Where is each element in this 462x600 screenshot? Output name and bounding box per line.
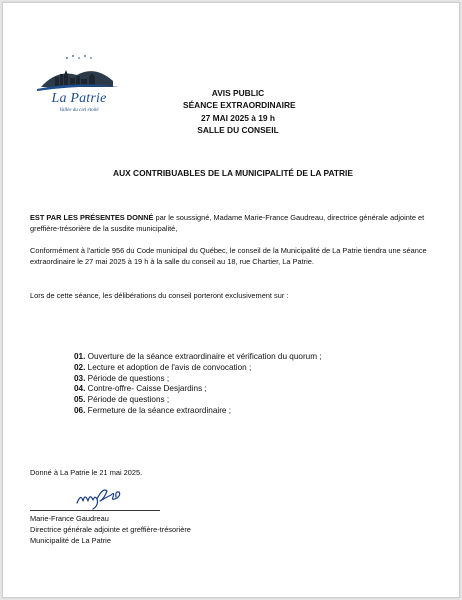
agenda-item-text: Période de questions ;	[85, 395, 170, 405]
agenda-item-number: 04.	[74, 384, 86, 394]
agenda-item-number: 06.	[74, 405, 86, 415]
agenda-item	[74, 395, 322, 406]
agenda-item-number: 01.	[74, 352, 86, 361]
header-line-date: 27 MAI 2025 à 19 h	[200, 112, 276, 123]
agenda-item-number: 05.	[74, 395, 86, 405]
notice-subject: AUX CONTRIBUABLES DE LA MUNICIPALITÉ DE LA PATRIE	[113, 168, 353, 178]
agenda-item	[74, 384, 322, 395]
logo-name: La Patrie	[51, 91, 107, 106]
agenda-item-number: 03.	[74, 373, 86, 383]
agenda-item	[74, 374, 322, 385]
signature-line	[30, 510, 160, 511]
intro-paragraph	[30, 212, 430, 234]
agenda-item-number: 02.	[74, 362, 86, 372]
header-line-venue: SALLE DU CONSEIL	[197, 125, 279, 136]
signature-block	[30, 513, 191, 547]
date-line: Donné à La Patrie le 21 mai 2025.	[30, 468, 143, 477]
agenda-item-text: Contre-offre- Caisse Desjardins ;	[85, 384, 207, 394]
signer-title: Directrice générale adjointe et greffière-trésorière	[30, 525, 191, 535]
agenda-item-text: Ouverture de la séance extraordinaire et vérification du quorum ;	[85, 352, 322, 361]
deliberations-paragraph: Lors de cette séance, les délibérations du conseil porteront exclusivement sur :	[30, 291, 289, 300]
village-skyline-icon	[33, 51, 121, 93]
agenda-item	[74, 363, 322, 374]
agenda-item-text: Période de questions ;	[85, 373, 170, 383]
agenda-item-text: Fermeture de la séance extraordinaire ;	[85, 405, 232, 415]
notice-header	[183, 87, 296, 137]
agenda-item	[74, 352, 322, 363]
intro-bold: EST PAR LES PRÉSENTES DONNÉ	[30, 213, 154, 222]
agenda-item-text: Lecture et adoption de l'avis de convocation ;	[85, 362, 252, 372]
signer-organization: Municipalité de La Patrie	[30, 536, 111, 546]
article-paragraph: Conformément à l'article 956 du Code municipal du Québec, le conseil de la Municipalité de La Patrie tiendra une séance extraordinaire le 27 mai 2025 à 19 h à la salle du conseil au 18, rue Chartier, La Patrie.	[30, 246, 427, 267]
intro-rest: par le soussigné, Madame Marie-France Gaudreau, directrice générale adjointe et greffière-trésorière de la susdite municipalité,	[30, 213, 425, 234]
header-line-public-notice: AVIS PUBLIC	[211, 88, 265, 98]
agenda-list	[74, 352, 322, 417]
municipality-logo	[33, 51, 121, 123]
agenda-item	[74, 406, 322, 417]
header-line-meeting-type: SÉANCE EXTRAORDINAIRE	[183, 100, 296, 111]
handwritten-signature	[73, 481, 133, 513]
signer-name: Marie-France Gaudreau	[30, 514, 109, 523]
notice-page	[2, 2, 460, 598]
logo-tagline: Vallée du ciel étoilé	[59, 108, 99, 113]
